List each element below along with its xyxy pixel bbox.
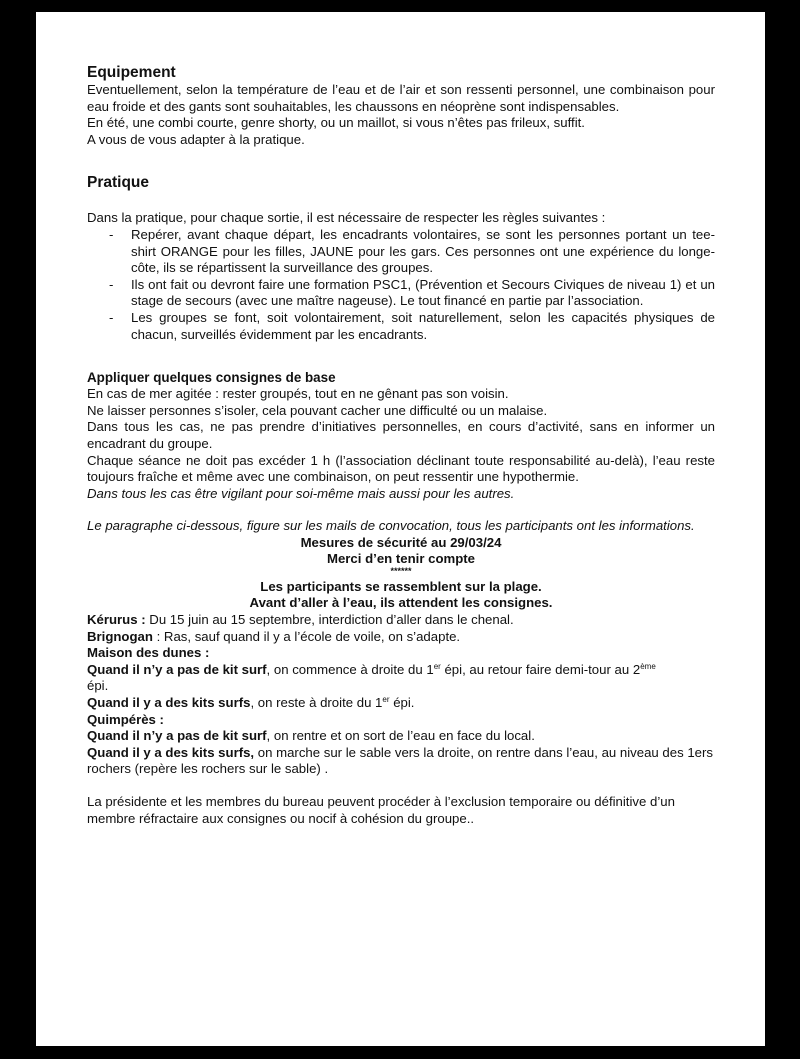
quimperes-kit-label: Quand il y a des kits surfs, bbox=[87, 744, 255, 760]
maison-kit-text-2: épi. bbox=[389, 695, 415, 711]
list-item-text: Les groupes se font, soit volontairement, soit naturellement, selon les capacités physiques de chacun, surveillés évidemment par les encadrants. bbox=[131, 309, 715, 342]
maison-kit-sup: er bbox=[382, 695, 390, 705]
maison-nokit-sup-1: er bbox=[433, 661, 441, 671]
equipement-paragraph-1: Eventuellement, selon la température de l’eau et de l’air et son ressenti personnel, une combinaison pour eau froide et des gants sont souhaitables, les chaussons en néoprène sont indispensables. bbox=[87, 82, 715, 114]
brignogan-label: Brignogan bbox=[87, 628, 153, 644]
dash-bullet: - bbox=[109, 309, 114, 325]
kerurus-label: Kérurus : bbox=[87, 612, 146, 628]
consigne-line: Dans tous les cas, ne pas prendre d’initiatives personnelles, en cours d’activité, sans en informer un encadrant du groupe. bbox=[87, 419, 715, 451]
list-item-text: Repérer, avant chaque départ, les encadrants volontaires, se sont les personnes portant un tee-shirt ORANGE pour les filles, JAUNE pour les gars. Ces personnes ont une expérience du longe-côte, ils se répartissent la surveillance des groupes. bbox=[131, 226, 715, 276]
list-item-text: Ils ont fait ou devront faire une formation PSC1, (Prévention et Secours Civiques de niveau 1) et un stage de secours (avec une maître nageuse). Le tout financé en partie par l’association. bbox=[131, 276, 715, 309]
mesures-attente: Avant d’aller à l’eau, ils attendent les consignes. bbox=[249, 595, 553, 611]
list-item bbox=[87, 310, 715, 343]
maison-label: Maison des dunes : bbox=[87, 645, 210, 661]
maison-nokit-line bbox=[87, 662, 715, 695]
quimperes-label: Quimpérès : bbox=[87, 711, 164, 727]
document-page bbox=[36, 12, 765, 1046]
document-content bbox=[87, 64, 715, 827]
consigne-vigilance: Dans tous les cas être vigilant pour soi-même mais aussi pour les autres. bbox=[87, 485, 515, 501]
list-item bbox=[87, 227, 715, 277]
quimperes-kit-text: on marche sur le sable vers la droite, on rentre dans l’eau, au niveau des 1ers rochers (repère les rochers sur le sable) . bbox=[87, 744, 713, 777]
paragraphe-intro: Le paragraphe ci-dessous, figure sur les mails de convocation, tous les participants ont les informations. bbox=[87, 518, 695, 534]
brignogan-line bbox=[87, 629, 715, 646]
list-item bbox=[87, 277, 715, 310]
maison-nokit-text-2: épi, au retour faire demi-tour au 2 bbox=[440, 661, 641, 677]
brignogan-text: : Ras, sauf quand il y a l’école de voile, on s’adapte. bbox=[152, 628, 461, 644]
kerurus-line bbox=[87, 612, 715, 629]
pratique-intro: Dans la pratique, pour chaque sortie, il est nécessaire de respecter les règles suivantes : bbox=[87, 210, 606, 226]
maison-nokit-sup-2: ème bbox=[640, 661, 656, 671]
dash-bullet: - bbox=[109, 276, 114, 292]
quimperes-nokit-label: Quand il n’y a pas de kit surf bbox=[87, 728, 267, 744]
maison-kit-label: Quand il y a des kits surfs bbox=[87, 695, 251, 711]
pratique-rules-list bbox=[87, 227, 715, 343]
dash-bullet: - bbox=[109, 226, 114, 242]
maison-nokit-text-1: , on commence à droite du 1 bbox=[266, 661, 434, 677]
maison-kit-line bbox=[87, 695, 715, 712]
consigne-line: Chaque séance ne doit pas excéder 1 h (l’association déclinant toute responsabilité au-delà), l’eau reste toujours fraîche et même avec une combinaison, on peut ressentir une hypothermie. bbox=[87, 452, 715, 485]
quimperes-nokit-text: , on rentre et on sort de l’eau en face du local. bbox=[266, 728, 535, 744]
section-consignes bbox=[87, 369, 715, 502]
final-paragraph: La présidente et les membres du bureau peuvent procéder à l’exclusion temporaire ou définitive d’un membre réfractaire aux consignes ou nocif à cohésion du groupe.. bbox=[87, 794, 675, 826]
maison-kit-text-1: , on reste à droite du 1 bbox=[250, 695, 383, 711]
quimperes-nokit-line bbox=[87, 728, 715, 745]
maison-nokit-label: Quand il n’y a pas de kit surf bbox=[87, 661, 267, 677]
equipement-paragraph-3: A vous de vous adapter à la pratique. bbox=[87, 131, 305, 147]
maison-nokit-text-3: épi. bbox=[87, 678, 109, 694]
pratique-title: Pratique bbox=[87, 174, 150, 192]
section-mesures bbox=[87, 535, 715, 778]
consignes-title: Appliquer quelques consignes de base bbox=[87, 370, 336, 386]
consigne-line: Ne laisser personnes s’isoler, cela pouvant cacher une difficulté ou un malaise. bbox=[87, 402, 548, 418]
mesures-rassemblement: Les participants se rassemblent sur la plage. bbox=[260, 578, 542, 594]
mesures-title: Mesures de sécurité au 29/03/24 bbox=[300, 534, 502, 550]
equipement-paragraph-2: En été, une combi courte, genre shorty, ou un maillot, si vous n’êtes pas frileux, suffit. bbox=[87, 115, 585, 131]
quimperes-kit-line bbox=[87, 745, 715, 778]
equipement-title: Equipement bbox=[87, 64, 176, 81]
section-pratique bbox=[87, 174, 715, 343]
kerurus-text: Du 15 juin au 15 septembre, interdiction d’aller dans le chenal. bbox=[145, 612, 514, 628]
consigne-line: En cas de mer agitée : rester groupés, tout en ne gênant pas son voisin. bbox=[87, 386, 509, 402]
stars-separator: ****** bbox=[390, 565, 412, 576]
section-equipement bbox=[87, 64, 715, 148]
mesures-subtitle: Merci d’en tenir compte bbox=[326, 550, 476, 566]
